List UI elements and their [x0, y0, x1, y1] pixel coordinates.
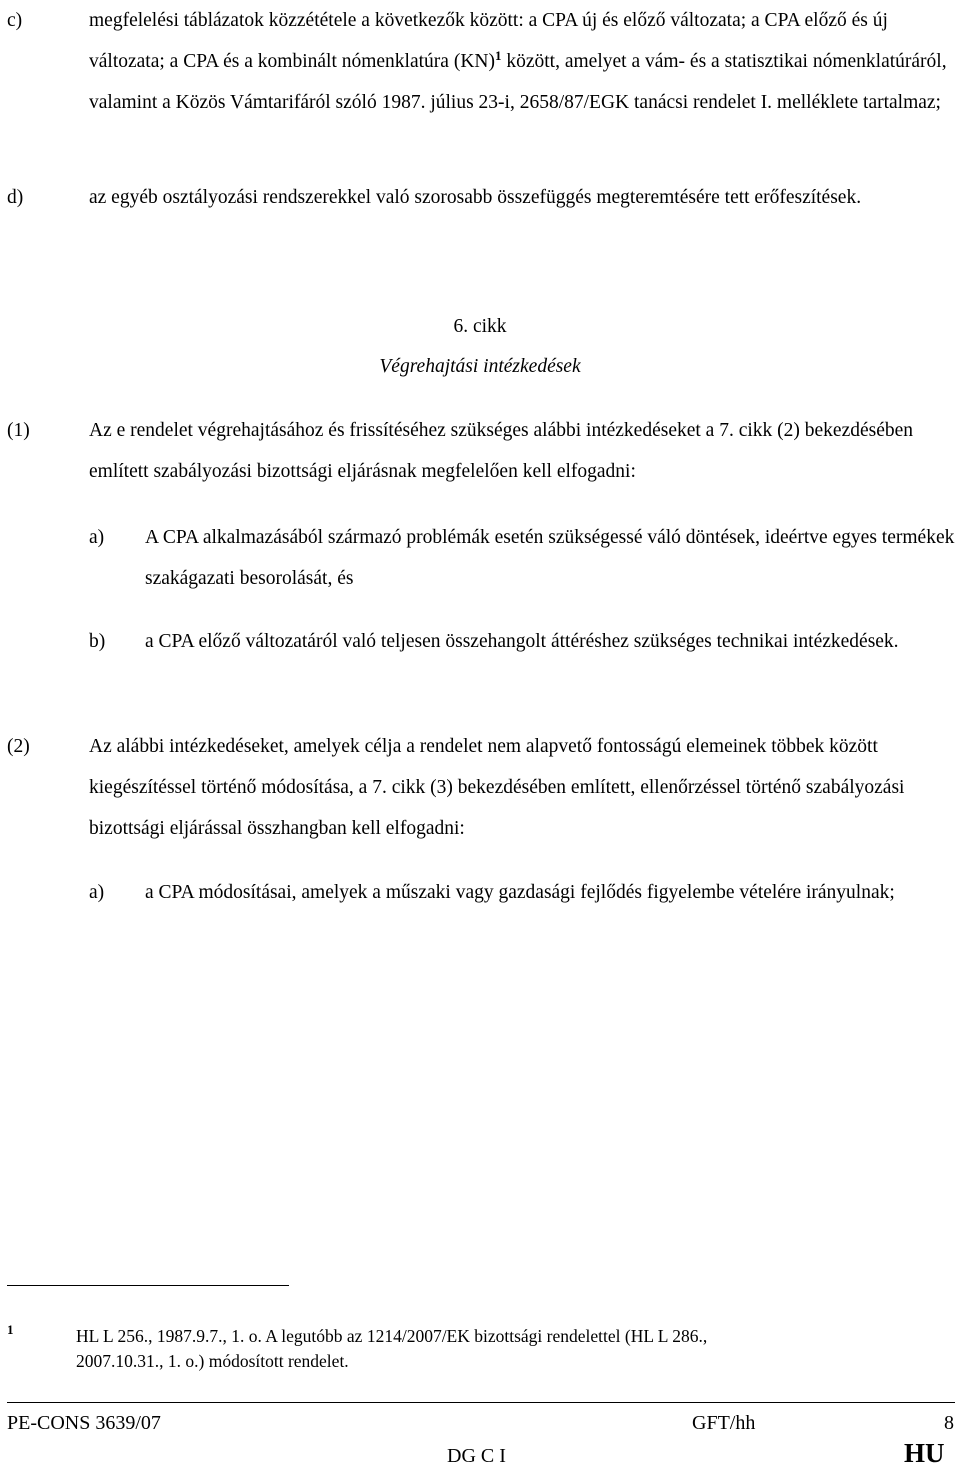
footer-author: GFT/hh: [692, 1412, 756, 1434]
footer-rule: [7, 1402, 955, 1403]
paragraph-2-item-a-label: a): [89, 882, 105, 903]
article-title: Végrehajtási intézkedések: [379, 356, 581, 377]
paragraph-1-item-b-label: b): [89, 631, 106, 652]
paragraph-2-label: (2): [7, 736, 30, 757]
paragraph-1-item-a-label: a): [89, 527, 105, 548]
paragraph-2-item-a-text: a CPA módosításai, amelyek a műszaki vagy gazdasági fejlődés figyelembe vételére irányulnak;: [145, 882, 895, 903]
article-number: 6. cikk: [453, 316, 507, 337]
footnote-line-2: 2007.10.31., 1. o.) módosított rendelet.: [76, 1351, 349, 1371]
footer-dg: DG C I: [447, 1445, 506, 1467]
paragraph-1-text: Az e rendelet végrehajtásához és frissítéséhez szükséges alábbi intézkedéseket a 7. cikk (2) bekezdésében említett szabályozási bizottsági eljárásnak megfelelően kell elfogadni:: [89, 420, 914, 482]
paragraph-1-item-a-text: A CPA alkalmazásából származó problémák esetén szükségessé váló döntések, ideértve egyes termékek szakágazati besorolását, és: [145, 527, 955, 589]
footnote-ref[interactable]: 1: [494, 48, 502, 63]
item-c-text-after: között, amelyet a vám- és a statisztikai nómenklatúráról, valamint a Közös Vámtarifáról szóló 1987. július 23-i, 2658/87/EGK tanácsi rendelet I. melléklete tartalmaz;: [89, 51, 947, 113]
paragraph-1-item-b-text: a CPA előző változatáról való teljesen összehangolt áttéréshez szükséges technikai intézkedések.: [145, 631, 899, 652]
item-d-label: d): [7, 187, 24, 208]
item-c-text-before: megfelelési táblázatok közzététele a következők között: a CPA új és előző változata; a CPA előző és új változata; a CPA és a kombinált nómenklatúra (KN): [89, 10, 888, 72]
footnote-line-1: HL L 256., 1987.9.7., 1. o. A legutóbb az 1214/2007/EK bizottsági rendelettel (HL L 286.,: [76, 1326, 708, 1346]
paragraph-2-text: Az alábbi intézkedéseket, amelyek célja a rendelet nem alapvető fontosságú elemeinek többek között kiegészítéssel történő módosítása, a 7. cikk (3) bekezdésében említett, ellenőrzéssel történő szabályozási bizottsági eljárással összhangban kell elfogadni:: [89, 736, 905, 839]
item-c-text: [89, 0, 954, 123]
footer-page-number: 8: [944, 1412, 954, 1434]
footnote-separator: [7, 1285, 289, 1286]
footer-doc-ref: PE-CONS 3639/07: [7, 1412, 161, 1434]
item-d-text: az egyéb osztályozási rendszerekkel való szorosabb összefüggés megteremtésére tett erőfeszítések.: [89, 187, 862, 208]
footer-language: HU: [904, 1438, 945, 1468]
paragraph-1-label: (1): [7, 420, 30, 441]
item-c-label: c): [7, 10, 23, 31]
footnote-marker: 1: [7, 1322, 14, 1337]
